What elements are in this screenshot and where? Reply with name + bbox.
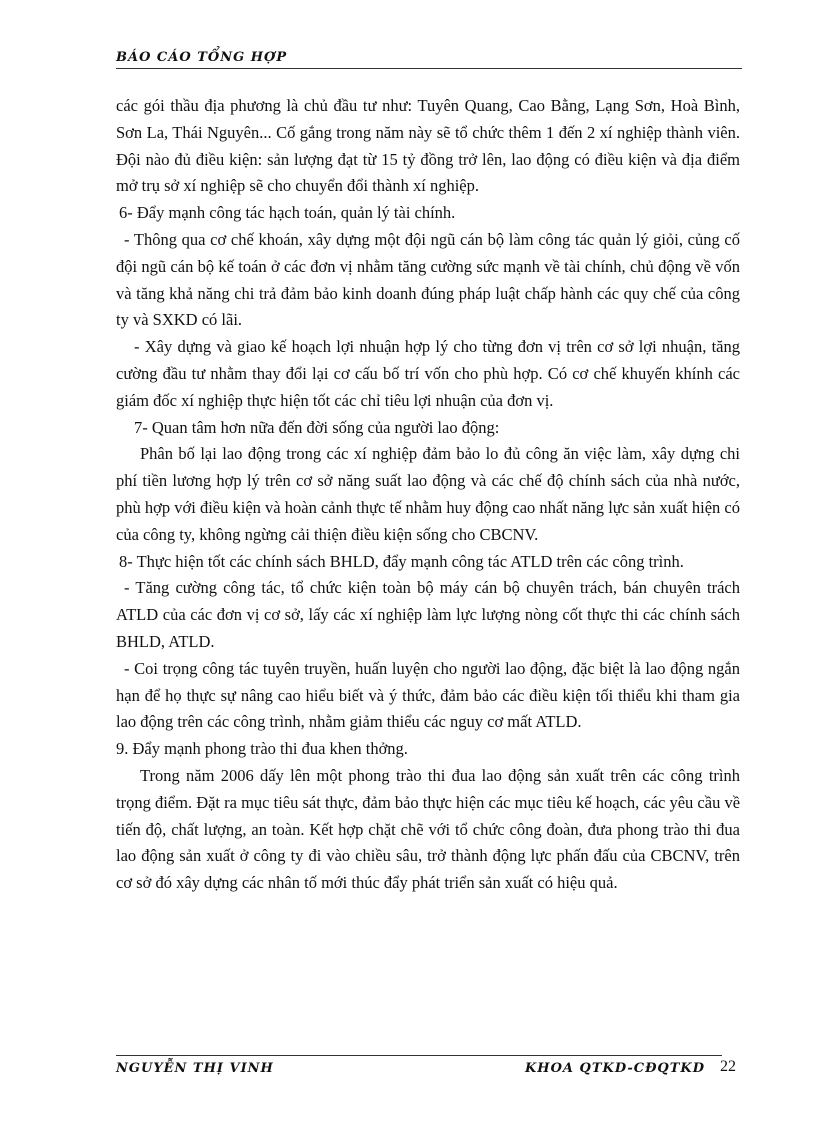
document-body [116,93,740,897]
paragraph: Trong năm 2006 dấy lên một phong trào thi đua lao động sản xuất trên các công trình trọng điểm. Đặt ra mục tiêu sát thực, đảm bảo thực hiện các mục tiêu kế hoạch, các yêu cầu về tiến độ, chất lượng, an toàn. Kết hợp chặt chẽ với tổ chức công đoàn, đưa phong trào thi đua lao động sản xuất ở công ty đi vào chiều sâu, trở thành động lực phấn đấu của CBCNV, trên cơ sở đó xây dựng các nhân tố mới thúc đẩy phát triển sản xuất có hiệu quả. [116,765,741,893]
footer-author: NGUYỄN THỊ VINH [116,1061,274,1076]
footer-department: KHOA QTKD-CĐQTKD [525,1061,706,1076]
paragraph: - Coi trọng công tác tuyên truyền, huấn luyện cho người lao động, đặc biệt là lao động ngắn hạn để họ thực sự nâng cao hiểu biết và ý thức, đảm bảo các điều kiện tối thiểu khi tham gia lao động trên các công trình, nhằm giảm thiểu các nguy cơ mất ATLD. [116,658,740,732]
paragraph: - Thông qua cơ chế khoán, xây dựng một đội ngũ cán bộ làm công tác quản lý giỏi, củng cố đội ngũ cán bộ kế toán ở các đơn vị nhằm tăng cường sức mạnh về tài chính, chủ động về vốn và tăng khả năng chi trả đảm bảo kinh doanh đúng pháp luật chấp hành các quy chế của công ty và SXKD có lãi. [116,229,740,330]
header-title: BÁO CÁO TỔNG HỢP [116,50,288,65]
paragraph: các gói thầu địa phương là chủ đầu tư như: Tuyên Quang, Cao Bằng, Lạng Sơn, Hoà Bình, Sơn La, Thái Nguyên... Cố gắng trong năm này sẽ tổ chức thêm 1 đến 2 xí nghiệp thành viên. Đội nào đủ điều kiện: sản lượng đạt từ 15 tỷ đồng trở lên, lao động có điều kiện và địa điểm mở trụ sở xí nghiệp sẽ cho chuyển đổi thành xí nghiệp. [116,96,740,196]
page-header [116,50,742,69]
section-heading: 9. Đẩy mạnh phong trào thi đua khen thởng. [116,739,408,759]
paragraph: Phân bố lại lao động trong các xí nghiệp đảm bảo lo đủ công ăn việc làm, xây dựng chi phí tiền lương hợp lý trên cơ sở năng suất lao động và các chế độ chính sách của nhà nước, phù hợp với điều kiện và hoàn cảnh thực tế nhằm huy động cao nhất năng lực sản xuất hiện có của công ty, không ngừng cải thiện điều kiện sống cho CBCNV. [116,444,740,544]
section-heading: 7- Quan tâm hơn nữa đến đời sống của người lao động: [134,417,500,437]
section-heading: 8- Thực hiện tốt các chính sách BHLD, đẩy mạnh công tác ATLD trên các công trình. [119,551,684,571]
paragraph: - Xây dựng và giao kế hoạch lợi nhuận hợp lý cho từng đơn vị trên cơ sở lợi nhuận, tăng cường đầu tư nhằm thay đổi lại cơ cấu bố trí vốn cho phù hợp. Có cơ chế khuyến khính các giám đốc xí nghiệp thực hiện tốt các chỉ tiêu lợi nhuận của đơn vị. [116,337,740,410]
paragraph: - Tăng cường công tác, tổ chức kiện toàn bộ máy cán bộ chuyên trách, bán chuyên trách ATLD của các đơn vị cơ sở, lấy các xí nghiệp làm lực lượng nòng cốt thực thi các chính sách BHLD, ATLD. [116,578,740,651]
page-number: 22 [720,1058,736,1075]
footer-divider [116,1055,722,1056]
section-heading: 6- Đẩy mạnh công tác hạch toán, quản lý tài chính. [119,203,456,223]
